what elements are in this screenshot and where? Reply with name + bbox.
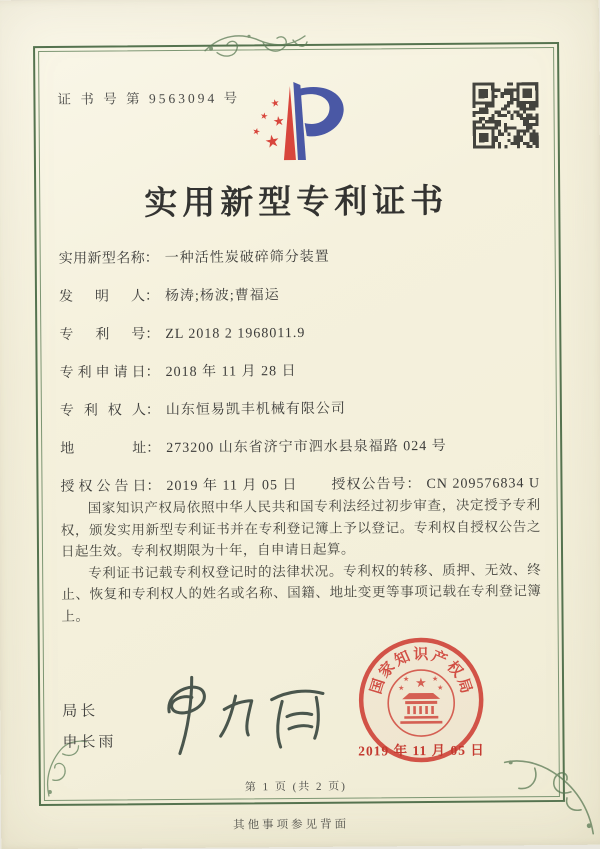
field-address: 地址： 273200 山东省济宁市泗水县泉福路 024 号 [60,438,447,457]
field-label: 授权公告日 [60,479,147,495]
field-value: CN 209576834 U [426,476,541,493]
top-flourish-ornament [201,26,309,63]
svg-text:★: ★ [263,130,282,154]
field-list [59,244,541,514]
svg-text:★: ★ [259,111,269,123]
qr-code [472,82,539,149]
signer-name: 申长雨 [62,733,117,751]
certificate-number-line: 证 书 号 第 9563094 号 [57,90,241,107]
field-label: 授权公告号 [331,477,407,493]
svg-text:★: ★ [251,126,262,139]
svg-text:★: ★ [437,683,444,692]
logo-p-mark [283,82,344,160]
signer-block [62,695,117,757]
field-value: 2018 年 11 月 28 日 [165,364,297,381]
field-label: 发明人 [58,289,146,305]
svg-text:★: ★ [402,675,410,684]
field-inventors: 发明人： 杨涛;杨波;曹福运 [59,282,539,324]
svg-text:★: ★ [414,676,427,692]
back-note: 其他事项参见背面 [233,818,350,832]
field-label: 专利号 [59,327,146,343]
field-value: 273200 山东省济宁市泗水县泉福路 024 号 [166,438,447,457]
logo-stars [251,97,286,153]
field-label: 专利权人 [59,403,146,419]
svg-text:★: ★ [398,684,405,693]
legal-paragraph-2: 专利证书记载专利权登记时的法律状况。专利权的转移、质押、无效、终止、恢复和专利权人的姓名或名称、国籍、地址变更等事项记载在专利登记簿上。 [61,561,542,624]
qr-matrix [472,82,539,149]
cnipa-logo [247,76,358,169]
field-value: 一种活性炭破碎筛分装置 [164,249,330,267]
field-value: 2019 年 11 月 05 日 [166,478,298,495]
field-patentee: 专利权人： 山东恒易凯丰机械有限公司 [60,396,540,438]
seal-date: 2019 年 11 月 05 日 [358,742,485,759]
legal-paragraph-1: 国家知识产权局依照中华人民共和国专利法经过初步审查，决定授予专利权，颁发实用新型专利证书并在专利登记簿上予以登记。专利权自授权公告之日起生效。专利权期限为十年，自申请日起算。 [60,497,541,559]
signer-title: 局长 [62,702,99,720]
field-filing-date: 专利申请日： 2018 年 11 月 28 日 [60,358,540,400]
field-value: 山东恒易凯丰机械有限公司 [165,401,346,419]
field-grant-row: 授权公告日： 2019 年 11 月 05 日 授权公告号： CN 209576834 U [60,472,540,514]
page-indicator: 第 1 页 (共 2 页) [244,780,347,794]
field-grant-number: 授权公告号： CN 209576834 U [331,476,540,493]
field-label: 专利申请日 [59,365,146,381]
certificate-title: 实用新型专利证书 [144,183,449,223]
seal-ring-text: 国 家 知 识 产 权 局 [366,645,476,696]
field-value: ZL 2018 2 1968011.9 [165,325,306,343]
field-label: 地址 [60,441,147,457]
svg-text:★: ★ [431,674,439,683]
field-label: 实用新型名称 [58,251,145,267]
field-patent-number: 专利号： ZL 2018 2 1968011.9 [59,320,539,362]
field-utility-model-name: 实用新型名称： 一种活性炭破碎筛分装置 [59,244,539,286]
svg-text:★: ★ [269,97,281,111]
field-value: 杨涛;杨波;曹福运 [164,288,280,305]
director-signature [148,670,339,763]
svg-text:★: ★ [272,113,286,131]
legal-paragraphs [61,494,542,627]
